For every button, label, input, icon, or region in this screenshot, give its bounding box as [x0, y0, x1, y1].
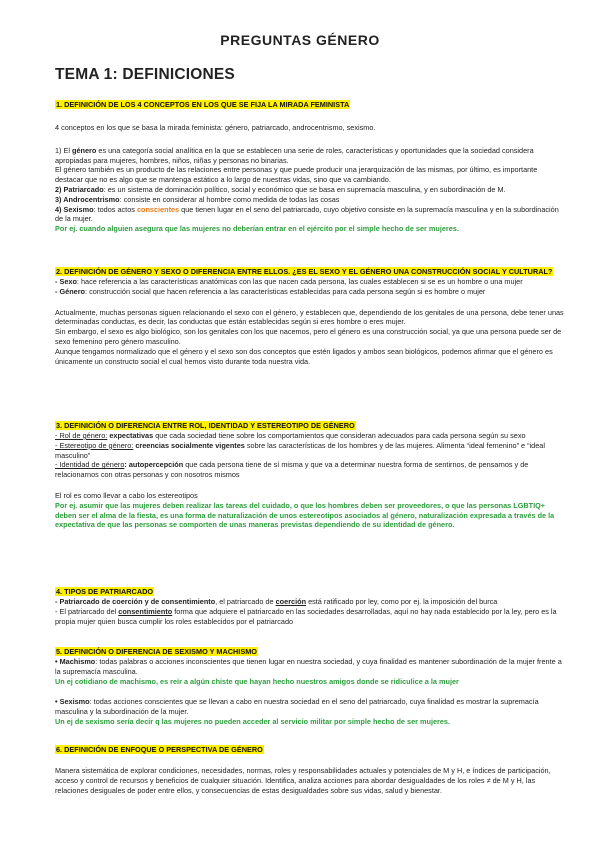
genero-text: es una categoría social analítica en la que se establecen una serie de roles, características y oportunidades que la sociedad considera apropiadas para mujeres, hombres, niños, niñas y personas no binarias.	[55, 145, 534, 165]
genero-def-text: : construcción social que hacen referencia a las características establecidas para cada persona según si es hombre o mujer	[85, 286, 486, 296]
rol-label: - Rol de género:	[55, 431, 108, 440]
chapter-title: TEMA 1: DEFINICIONES	[55, 66, 235, 83]
section-2-paragraph-3: Aunque tengamos normalizado que el género y el sexo son dos conceptos que estén ligados y ambos sean biológicos, podemos afirmar que el género es únicamente un constructo social el cual hemos visto durante toda nuestra vida.	[55, 346, 553, 366]
section-1-genero-paragraph	[55, 146, 565, 166]
section-2-genero	[55, 287, 565, 297]
section-3-example: Por ej. asumir que las mujeres deben realizar las tareas del cuidado, o que los hombres deben ser proveedores, o que las personas LGBTIQ+ deben ser el alma de la fiesta, es una forma de naturalización de unos estereotipos asociados al género, naturalización expresada a través de la expectativa de que las personas se comporten de unas maneras previstas dependiendo de su identidad de género.	[55, 500, 555, 530]
genero-number: 1) El	[55, 145, 73, 155]
section-3-note: El rol es como llevar a cabo los estereotipos	[55, 490, 198, 500]
sexismo-term: 4) Sexismo	[55, 204, 94, 214]
rol-term: expectativas	[107, 431, 154, 440]
estereotipo-term: creencias socialmente vigentes	[133, 440, 245, 450]
section-3-rol	[55, 431, 565, 441]
sexo-text: : hace referencia a las características anatómicas con las que nacen cada persona, las cuales establecen si se es un hombre o una mujer	[76, 277, 523, 286]
identidad-text: que cada persona tiene de sí misma y que va a determinar nuestra forma de sentirnos, de pensarnos y de relacionarnos con otras personas y con nosotros mismos	[55, 460, 529, 480]
identidad-label: - Identidad de género	[55, 460, 125, 470]
section-2-paragraph-1: Actualmente, muchas personas siguen relacionando el sexo con el género, y establecen que, dependiendo de los genitales de una persona, debe tener unas determinadas conductas, es decir, las conductas que están establecidas según si eres hombre o eres mujer.	[55, 307, 564, 327]
sexismo-conscientes: conscientes	[136, 204, 180, 214]
machismo-text: : todas palabras o acciones inconscientes que tienen lugar en nuestra sociedad, y cuya finalidad es mantener subordinación de la mujer frente a la supremacía masculina.	[55, 657, 562, 676]
section-2	[55, 266, 565, 366]
line-1-text-a: , el patriarcado de	[215, 597, 276, 606]
section-3	[55, 420, 565, 530]
estereotipo-text: sobre las características de los hombres y de las mujeres. Alimenta “ideal femenino” e “ideal masculino”	[55, 440, 545, 460]
section-6-text: Manera sistemática de explorar condiciones, necesidades, normas, roles y responsabilidades actuales y potenciales de M y H, e índices de participación, acceso y control de recursos y beneficios de cualquier situación. Identifica, analiza acciones para abordar desigualdades de los roles ≠ de M y H, las relaciones desiguales de poder entre ellos, y consecuencias de estas desigualdades sobre sus vidas, salud y bienestar.	[55, 766, 551, 795]
section-5-sexismo-example: Un ej de sexismo sería decir q las mujeres no pueden acceder al servicio militar por simple hecho de ser mujeres.	[55, 716, 451, 726]
patriarcado-coercion-term: - Patriarcado de coerción y de consentimiento	[55, 597, 216, 606]
section-5-machismo-example: Un ej cotidiano de machismo, es reír a algún chiste que hayan hecho nuestros amigos donde se ridiculice a la mujer	[55, 676, 459, 686]
line-2-text-b: forma que adquiere el patriarcado en las sociedades desarrolladas, aquí no hay nada establecido por la ley, pero es la propia mujer quien busca cumplir los roles establecidos por el patriarcado	[55, 606, 557, 626]
machismo-term: • Machismo	[55, 657, 96, 666]
section-5-sexismo	[55, 697, 565, 717]
section-5-machismo	[55, 657, 565, 677]
line-1-text-b: está ratificado por ley, como por ej. la imposición del burca	[306, 597, 498, 606]
consentimiento-word: consentimiento	[118, 606, 173, 616]
patriarcado-term: 2) Patriarcado	[55, 184, 104, 194]
section-2-sexo	[55, 277, 565, 287]
section-2-paragraph-2: Sin embargo, el sexo es algo biológico, son los genitales con los que nacemos, pero el género es una construcción social, ya que una persona puede ser de sexo femenino pero género masculino.	[55, 327, 562, 346]
section-2-heading: 2. DEFINICIÓN DE GÉNERO Y SEXO O DIFERENCIA ENTRE ELLOS. ¿ES EL SEXO Y EL GÉNERO UNA CONSTRUCCIÓN SOCIAL Y CULTURAL?	[56, 267, 553, 276]
section-4-heading: 4. TIPOS DE PATRIARCADO	[56, 587, 154, 596]
section-1-patriarcado	[55, 185, 565, 195]
rol-text: que cada sociedad tiene sobre los comportamientos que consideran adecuados para cada persona según su sexo	[153, 431, 526, 440]
estereotipo-label: - Estereotipo de género:	[55, 440, 134, 450]
identidad-term: : autopercepción	[124, 460, 184, 470]
section-4-line-2	[55, 607, 565, 627]
section-1-intro: 4 conceptos en los que se basa la mirada feminista: género, patriarcado, androcentrismo, sexismo.	[55, 123, 376, 132]
section-3-estereotipo	[55, 441, 565, 461]
section-4	[55, 586, 565, 626]
section-1	[55, 99, 565, 234]
line-2-text-a: - El patriarcado del	[55, 606, 119, 616]
sexismo-text-b: que tienen lugar en el seno del patriarcado, cuyo objetivo consiste en la supremacía masculina y en la subordinación de la mujer.	[55, 204, 559, 224]
section-4-line-1	[55, 597, 565, 607]
sexismo-def-term: • Sexismo	[55, 697, 90, 707]
coercion-word: coerción	[275, 597, 307, 606]
section-3-identidad	[55, 460, 565, 480]
androcentrismo-text: : consiste en considerar al hombre como medida de todas las cosas	[119, 194, 340, 204]
androcentrismo-term: 3) Androcentrismo	[55, 194, 120, 204]
section-1-androcentrismo	[55, 195, 565, 205]
document-title: PREGUNTAS GÉNERO	[220, 32, 380, 48]
section-1-heading: 1. DEFINICIÓN DE LOS 4 CONCEPTOS EN LOS QUE SE FIJA LA MIRADA FEMINISTA	[56, 100, 350, 109]
sexismo-text-a: : todos actos	[93, 204, 137, 214]
genero-def-term: - Género	[55, 286, 86, 296]
patriarcado-text: : es un sistema de dominación político, social y económico que se basa en supremacía masculina, y en subordinación de M.	[103, 184, 506, 194]
genero-term: género	[72, 145, 97, 155]
section-6	[55, 744, 565, 795]
section-5-heading: 5. DEFINICIÓN O DIFERENCIA DE SEXISMO Y MACHISMO	[56, 647, 257, 656]
section-1-example: Por ej. cuando alguien asegura que las mujeres no deberían entrar en el ejército por el simple hecho de ser mujeres.	[55, 224, 459, 234]
sexo-term: - Sexo	[55, 277, 77, 286]
sexismo-def-text: : todas acciones conscientes que se llevan a cabo en nuestra sociedad en el seno del patriarcado, cuya finalidad es mostrar la supremacía masculina y la subordinación de la mujer.	[55, 697, 539, 717]
section-5	[55, 646, 565, 727]
section-3-heading: 3. DEFINICIÓN O DIFERENCIA ENTRE ROL, IDENTIDAD Y ESTEREOTIPO DE GÉNERO	[56, 421, 355, 430]
section-6-heading: 6. DEFINICIÓN DE ENFOQUE O PERSPECTIVA DE GÉNERO	[56, 745, 263, 754]
section-1-sexismo	[55, 205, 565, 225]
section-1-genero-paragraph-2: El género también es un producto de las relaciones entre personas y que puede producir una jerarquización de las mismas, por último, es importante destacar que no es algo que se mantenga estático a lo largo de nuestras vidas, sino que va cambiando.	[55, 165, 538, 185]
